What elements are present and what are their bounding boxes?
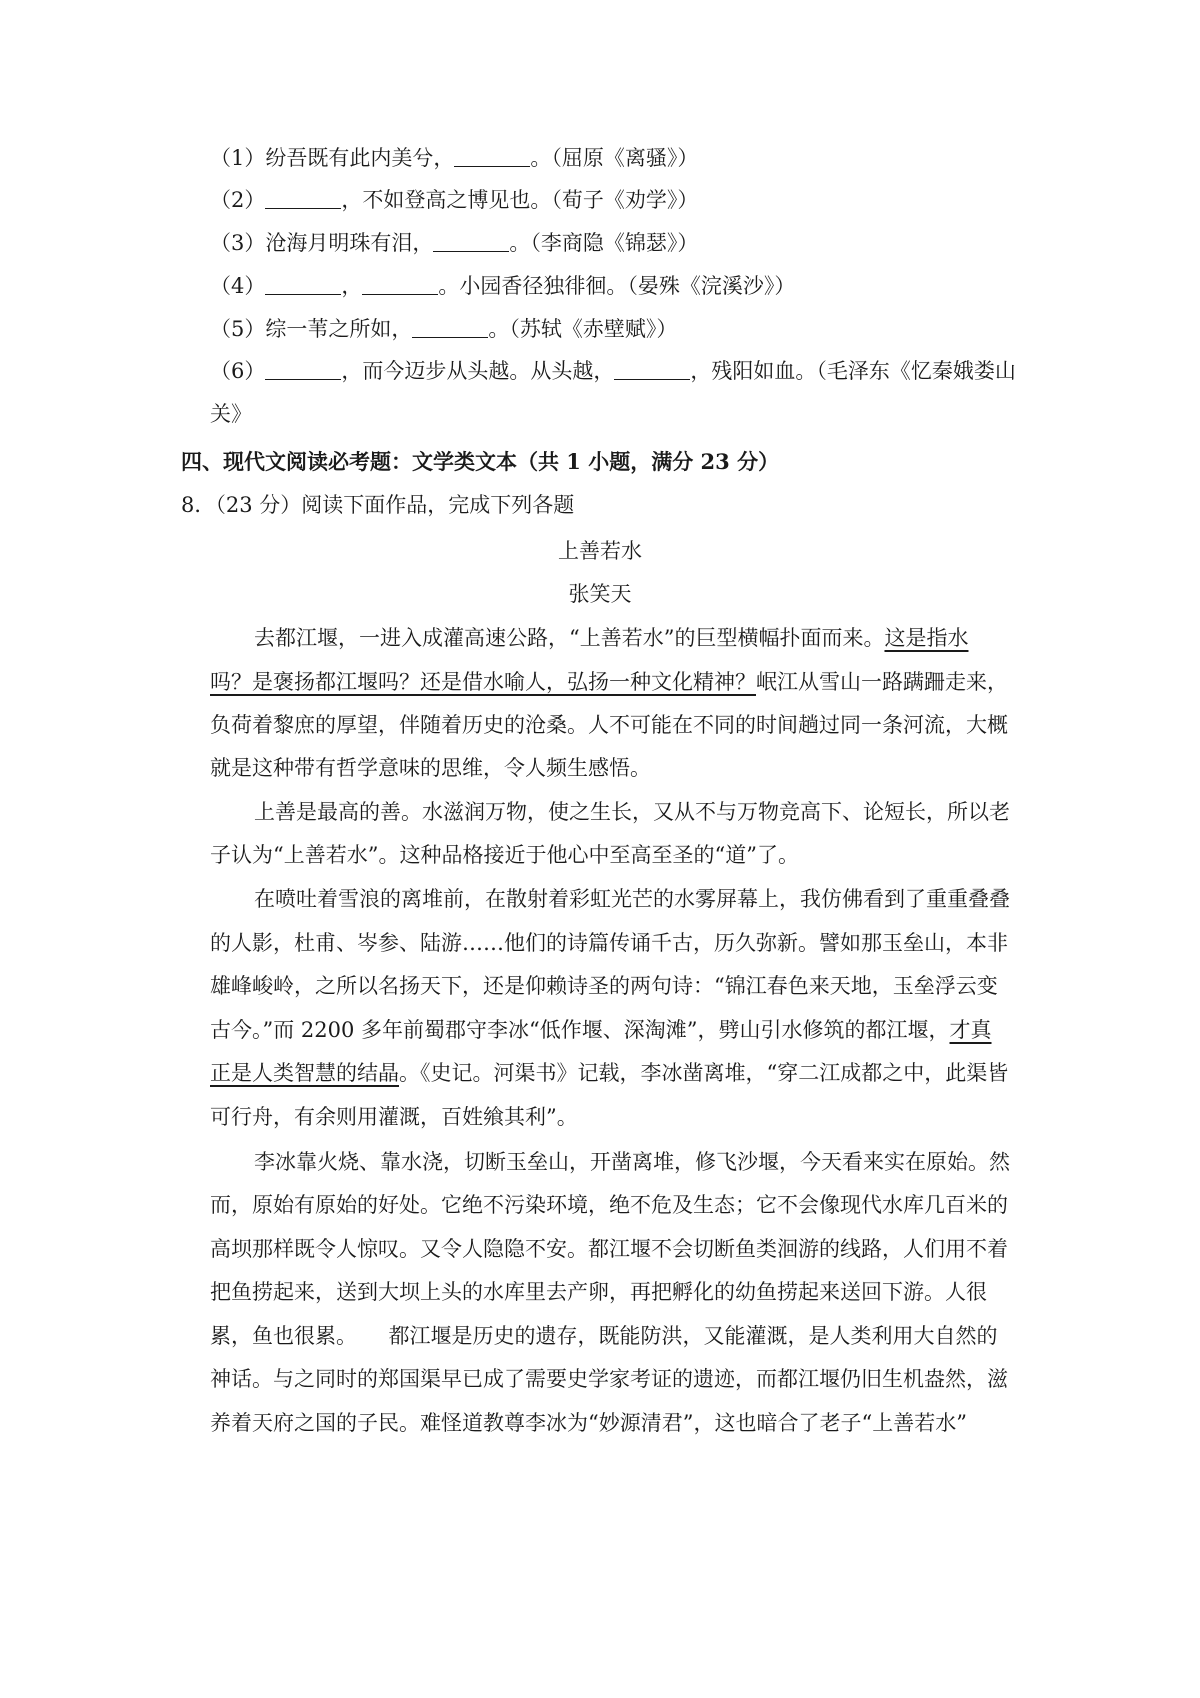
fill-item-6-wrap: 关》: [210, 402, 252, 426]
item-number: （3）: [210, 231, 266, 255]
para-line: 古今。”而 2200 多年前蜀郡守李冰“低作堰、深淘滩”，劈山引水修筑的都江堰，才真: [210, 1018, 992, 1042]
answer-blank[interactable]: [433, 231, 509, 252]
item-number: （2）: [210, 188, 266, 212]
fill-item-5: （5）综一苇之所如， 。（苏轼《赤壁赋》）: [210, 317, 678, 341]
para-line: 养着天府之国的子民。难怪道教尊李冰为“妙源清君”，这也暗合了老子“上善若水”: [210, 1411, 967, 1435]
para-line: 去都江堰，一进入成灌高速公路，“上善若水”的巨型横幅扑面而来。这是指水: [254, 626, 969, 650]
fill-item-3: （3）沧海月明珠有泪， 。（李商隐《锦瑟》）: [210, 231, 699, 255]
para-line: 上善是最高的善。水滋润万物，使之生长，又从不与万物竞高下、论短长，所以老: [254, 800, 1010, 824]
para-line: 神话。与之同时的郑国渠早已成了需要史学家考证的遗迹，而都江堰仍旧生机盎然，滋: [210, 1367, 1008, 1391]
underlined-text: 正是人类智慧的结晶: [210, 1061, 399, 1085]
answer-blank[interactable]: [412, 317, 488, 338]
section-title: 四、现代文阅读必考题：文学类文本（共 1 小题，满分 23 分）: [181, 449, 780, 474]
question-8: 8．（23 分）阅读下面作品，完成下列各题: [181, 493, 575, 517]
fill-item-1: （1）纷吾既有此内美兮， 。（屈原《离骚》）: [210, 146, 699, 170]
article-author: 张笑天: [568, 582, 632, 606]
para-line: 高坝那样既令人惊叹。又令人隐隐不安。都江堰不会切断鱼类洄游的线路，人们用不着: [210, 1237, 1008, 1261]
answer-blank[interactable]: [454, 146, 530, 167]
para-line: 在喷吐着雪浪的离堆前，在散射着彩虹光芒的水雾屏幕上，我仿佛看到了重重叠叠: [254, 887, 1010, 911]
underlined-text: 这是指水: [884, 626, 969, 650]
para-line: 雄峰峻岭，之所以名扬天下，还是仰赖诗圣的两句诗：“锦江春色来天地，玉垒浮云变: [210, 974, 998, 998]
answer-blank[interactable]: [614, 359, 690, 380]
answer-blank[interactable]: [265, 188, 341, 209]
fill-item-4: （4） ， 。小园香径独徘徊。（晏殊《浣溪沙》）: [210, 274, 796, 298]
item-number: （5）: [210, 317, 266, 341]
para-line: 负荷着黎庶的厚望，伴随着历史的沧桑。人不可能在不同的时间趟过同一条河流，大概: [210, 713, 1008, 737]
underlined-text: 才真: [949, 1018, 992, 1042]
para-line: 的人影，杜甫、岑参、陆游……他们的诗篇传诵千古，历久弥新。譬如那玉垒山，本非: [210, 931, 1008, 955]
para-line: 李冰靠火烧、靠水浇，切断玉垒山，开凿离堆，修飞沙堰，今天看来实在原始。然: [254, 1150, 1010, 1174]
para-line: 子认为“上善若水”。这种品格接近于他心中至高至圣的“道”了。: [210, 843, 799, 867]
fill-item-6: （6） ，而今迈步从头越。从头越， ，残阳如血。（毛泽东《忆秦娥娄山: [210, 359, 1016, 383]
answer-blank[interactable]: [265, 359, 341, 380]
para-line: 就是这种带有哲学意味的思维，令人频生感悟。: [210, 756, 651, 780]
item-number: （6）: [210, 359, 266, 383]
answer-blank[interactable]: [265, 274, 341, 295]
para-line: 把鱼捞起来，送到大坝上头的水库里去产卵，再把孵化的幼鱼捞起来送回下游。人很: [210, 1280, 987, 1304]
para-line: 正是人类智慧的结晶。《史记。河渠书》记载，李冰凿离堆，“穿二江成都之中，此渠皆: [210, 1061, 1009, 1085]
para-line: 而，原始有原始的好处。它绝不污染环境，绝不危及生态；它不会像现代水库几百米的: [210, 1193, 1008, 1217]
para-line: 累，鱼也很累。 都江堰是历史的遗存，既能防洪，又能灌溉，是人类利用大自然的: [210, 1324, 998, 1348]
item-number: （1）: [210, 146, 266, 170]
fill-item-2: （2） ，不如登高之博见也。（荀子《劝学》）: [210, 188, 699, 212]
article-title: 上善若水: [558, 539, 642, 563]
para-line: 可行舟，有余则用灌溉，百姓飨其利”。: [210, 1105, 578, 1129]
item-number: （4）: [210, 274, 266, 298]
answer-blank[interactable]: [362, 274, 438, 295]
para-line: 吗？是褒扬都江堰吗？还是借水喻人，弘扬一种文化精神？岷江从雪山一路蹒跚走来，: [210, 670, 1008, 694]
underlined-text: 吗？是褒扬都江堰吗？还是借水喻人，弘扬一种文化精神？: [210, 670, 756, 694]
